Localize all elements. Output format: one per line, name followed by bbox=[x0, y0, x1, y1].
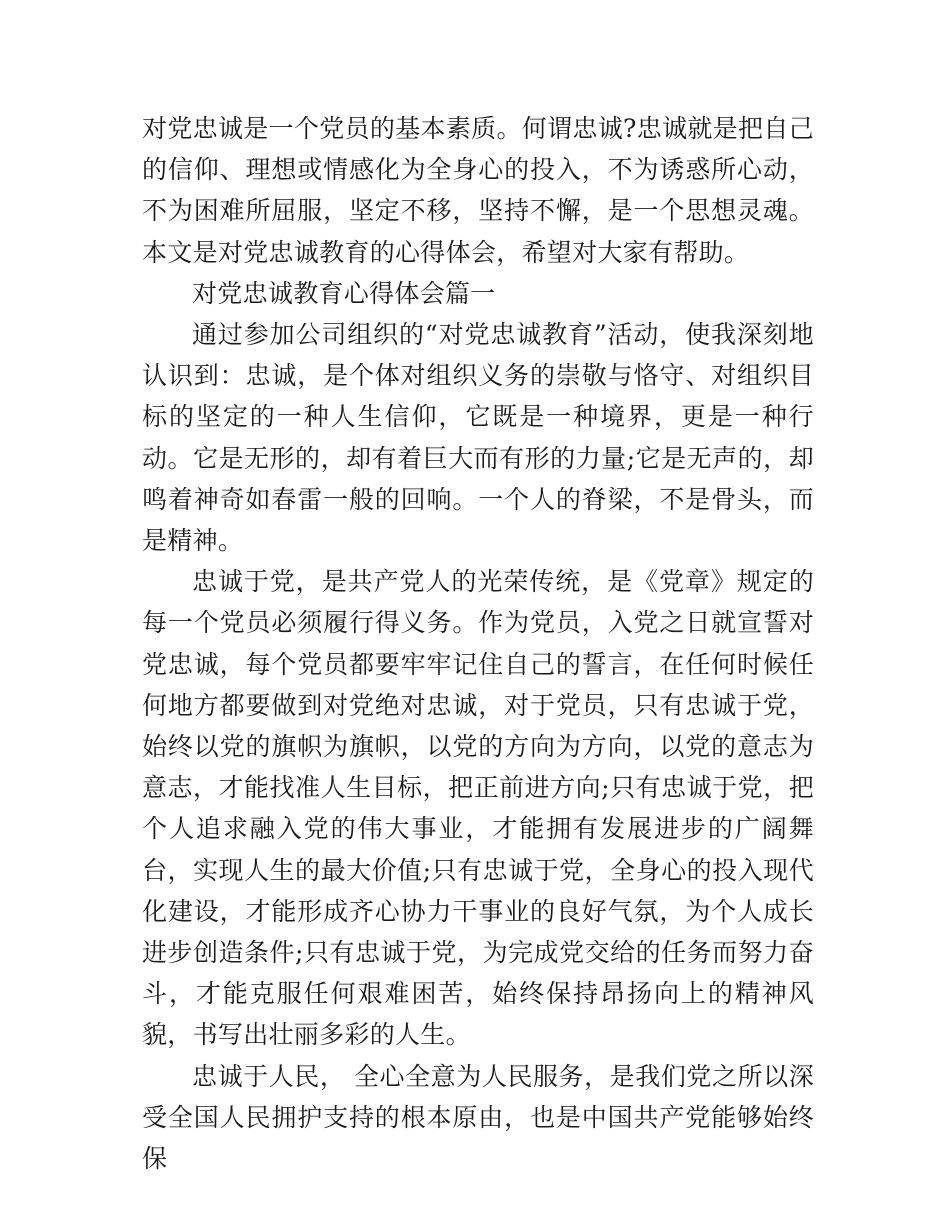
body-paragraph-1: 通过参加公司组织的“对党忠诚教育”活动，使我深刻地认识到：忠诚，是个体对组织义务的崇敬与恪守、对组织目标的坚定的一种人生信仰，它既是一种境界，更是一种行动。它是无形的，却有着巨大而有形的力量;它是无声的，却鸣着神奇如春雷一般的回响。一个人的脊梁，不是骨头，而是精神。 bbox=[142, 320, 814, 556]
section-title: 对党忠诚教育心得体会篇一 bbox=[192, 278, 496, 308]
intro-paragraph: 对党忠诚是一个党员的基本素质。何谓忠诚?忠诚就是把自己的信仰、理想或情感化为全身心的投入，不为诱惑所心动，不为困难所屈服，坚定不移，坚持不懈，是一个思想灵魂。本文是对党忠诚教育的心得体会，希望对大家有帮助。 bbox=[142, 114, 814, 267]
body-paragraph-3: 忠诚于人民， 全心全意为人民服务，是我们党之所以深受全国人民拥护支持的根本原由，也是中国共产党能够始终保 bbox=[142, 1061, 814, 1174]
body-paragraph-2: 忠诚于党，是共产党人的光荣传统，是《党章》规定的每一个党员必须履行得义务。作为党员，入党之日就宣誓对党忠诚，每个党员都要牢牢记住自己的誓言，在任何时候任何地方都要做到对党绝对忠诚，对于党员，只有忠诚于党，始终以党的旗帜为旗帜，以党的方向为方向，以党的意志为意志，才能找准人生目标，把正前进方向;只有忠诚于党，把个人追求融入党的伟大事业，才能拥有发展进步的广阔舞台，实现人生的最大价值;只有忠诚于党，全身心的投入现代化建设，才能形成齐心协力干事业的良好气氛，为个人成长进步创造条件;只有忠诚于党，为完成党交给的任务而努力奋斗，才能克服任何艰难困苦，始终保持昂扬向上的精神风貌，书写出壮丽多彩的人生。 bbox=[142, 567, 814, 1050]
document-body bbox=[142, 108, 814, 1179]
